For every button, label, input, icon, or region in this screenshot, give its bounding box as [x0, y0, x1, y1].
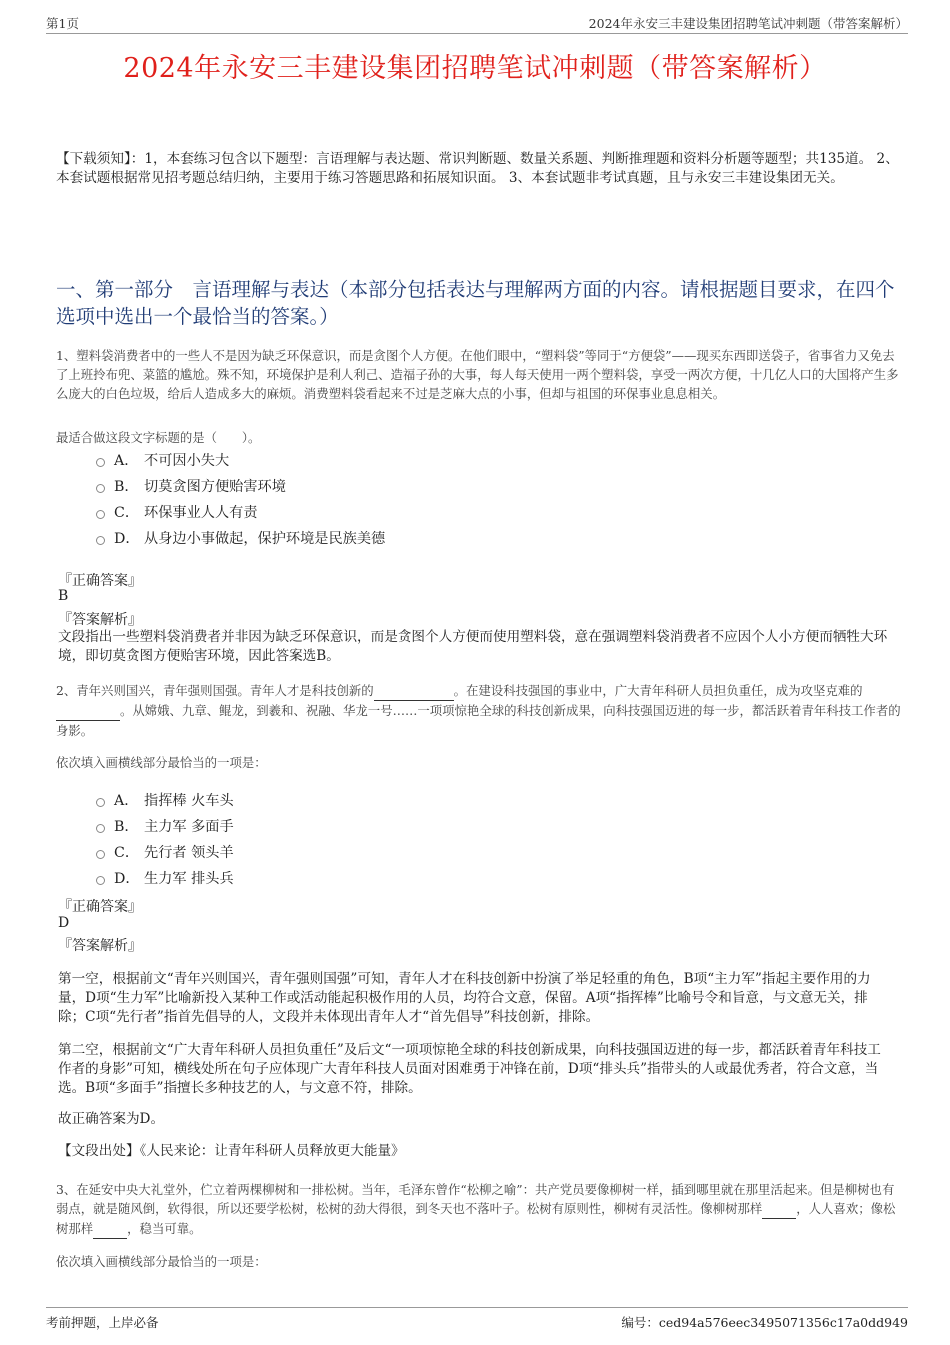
q2-analysis-paragraph-1: 第一空，根据前文“青年兴则国兴，青年强则国强”可知，青年人才在科技创新中扮演了举足轻重的角色，B项“主力军”指起主要作用的力量，D项“生力军”比喻新投入某种工作或活动能起积极作用的人员，均符合文意，保留。A项“指挥棒”比喻号令和旨意，与文意无关，排除；C项“先行者”指首先倡导的人，文段并未体现出青年人才“首先倡导”科技创新，排除。: [58, 971, 871, 1025]
q2-source: 【文段出处】《人民来论：让青年科研人员释放更大能量》: [58, 1143, 405, 1159]
header-page-number: 第1页: [46, 16, 79, 31]
q1-analysis: 文段指出一些塑料袋消费者并非因为缺乏环保意识，而是贪图个人方便而使用塑料袋，意在强调塑料袋消费者不应因个人小方便而牺牲大环境，即切莫贪图方便贻害环境，因此答案选B。: [58, 629, 888, 664]
radio-icon[interactable]: [96, 484, 105, 493]
q2-option-c[interactable]: C． 先行者 领头羊: [96, 842, 234, 862]
question-1-stem: 1、塑料袋消费者中的一些人不是因为缺乏环保意识，而是贪图个人方便。在他们眼中，“塑料袋”等同于“方便袋”——现买东西即送袋子，省事省力又免去了上班拎布兜、菜篮的尴尬。殊不知，环境保护是利人利己、造福子孙的大事，每人每天使用一两个塑料袋，享受一两次方便，十几亿人口的大国将产生多么庞大的白色垃圾，给后人造成多大的麻烦。消费塑料袋看起来不过是芝麻大点的小事，但却与祖国的环保事业息息相关。: [56, 348, 899, 401]
q2-option-d[interactable]: D． 生力军 排头兵: [96, 868, 234, 888]
question-3-prompt: 依次填入画横线部分最恰当的一项是：: [56, 1254, 267, 1269]
q1-option-c[interactable]: C． 环保事业人人有责: [96, 502, 258, 522]
q1-answer: B: [58, 588, 69, 604]
question-2-prompt: 依次填入画横线部分最恰当的一项是：: [56, 755, 267, 770]
footer-divider: [46, 1307, 908, 1308]
q1-option-d[interactable]: D． 从身边小事做起，保护环境是民族美德: [96, 528, 385, 548]
question-2-stem: 2、青年兴则国兴，青年强则国强。青年人才是科技创新的 。在建设科技强国的事业中，广大青年科研人员担负重任，成为攻坚克难的 。从嫦娥、九章、鲲龙，到羲和、祝融、华龙一号……一项项惊艳全球的科技创新成果，向科技强国迈进的每一步，都活跃着青年科技工作者的身影。: [56, 683, 901, 738]
q1-option-a[interactable]: A． 不可因小失大: [96, 450, 229, 470]
footer-serial: 编号：ced94a576eec3495071356c17a0dd949: [621, 1315, 908, 1330]
question-1-prompt: 最适合做这段文字标题的是（ ）。: [56, 430, 261, 445]
header-divider: [46, 33, 908, 34]
q2-analysis-paragraph-2: 第二空，根据前文“广大青年科研人员担负重任”及后文“一项项惊艳全球的科技创新成果，向科技强国迈进的每一步，都活跃着青年科技工作者的身影”可知，横线处所在句子应体现广大青年科技人员面对困难勇于冲锋在前，D项“排头兵”指带头的人或最优秀者，符合文意，当选。B项“多面手”指擅长多种技艺的人，与文意不符，排除。: [58, 1042, 881, 1096]
fill-blank: [374, 681, 454, 701]
radio-icon[interactable]: [96, 850, 105, 859]
page-title: 2024年永安三丰建设集团招聘笔试冲刺题（带答案解析）: [123, 53, 827, 84]
download-notice: 【下载须知】：1，本套练习包含以下题型：言语理解与表达题、常识判断题、数量关系题、判断推理题和资料分析题等题型；共135道。 2、本套试题根据常见招考题总结归纳，主要用于练习答题思路和拓展知识面。 3、本套试题非考试真题，且与永安三丰建设集团无关。: [56, 151, 899, 186]
q2-analysis-conclusion: 故正确答案为D。: [58, 1111, 165, 1127]
q2-option-b[interactable]: B． 主力军 多面手: [96, 816, 234, 836]
q1-answer-label: 『正确答案』: [58, 573, 142, 589]
question-3-stem: 3、在延安中央大礼堂外，伫立着两棵柳树和一排松树。当年，毛泽东曾作“松柳之喻”：共产党员要像柳树一样，插到哪里就在那里活起来。但是柳树也有弱点，就是随风倒，软得很，所以还要学松树，松树的劲大得很，到冬天也不落叶子。松树有原则性，柳树有灵活性。像柳树那样 ，人人喜欢；像松树那样 ，稳当可靠。: [56, 1180, 906, 1239]
radio-icon[interactable]: [96, 510, 105, 519]
q1-option-b[interactable]: B． 切莫贪图方便贻害环境: [96, 476, 286, 496]
section-title: 一、第一部分 言语理解与表达（本部分包括表达与理解两方面的内容。请根据题目要求，在四个选项中选出一个最恰当的答案。）: [56, 278, 895, 328]
q2-answer-label: 『正确答案』: [58, 899, 142, 915]
fill-blank: [56, 701, 120, 721]
header-doc-title: 2024年永安三丰建设集团招聘笔试冲刺题（带答案解析）: [588, 16, 908, 31]
radio-icon[interactable]: [96, 458, 105, 467]
q2-answer: D: [58, 915, 70, 931]
radio-icon[interactable]: [96, 824, 105, 833]
fill-blank: [93, 1219, 127, 1239]
radio-icon[interactable]: [96, 536, 105, 545]
footer-slogan: 考前押题，上岸必备: [46, 1315, 159, 1330]
q2-analysis-label: 『答案解析』: [58, 938, 142, 954]
q2-option-a[interactable]: A． 指挥棒 火车头: [96, 790, 234, 810]
fill-blank: [762, 1199, 796, 1219]
q1-analysis-label: 『答案解析』: [58, 612, 142, 628]
radio-icon[interactable]: [96, 876, 105, 885]
radio-icon[interactable]: [96, 798, 105, 807]
